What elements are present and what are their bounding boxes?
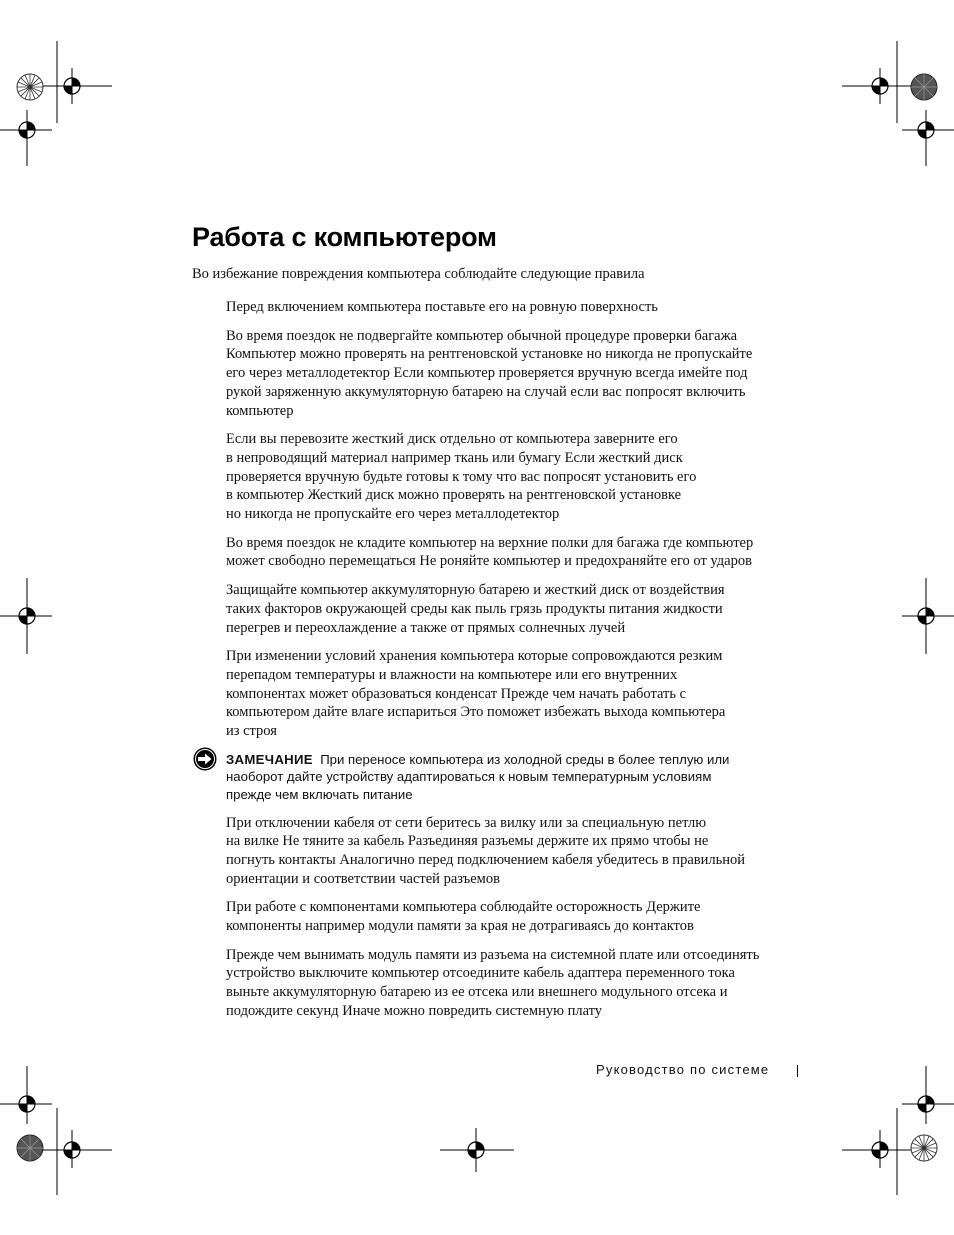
rule-line: Компьютер можно проверять на рентгеновской установке но никогда не пропускайте [226, 346, 753, 363]
notice-block [226, 751, 826, 804]
rule-item [226, 647, 826, 741]
rule-line: рукой заряженную аккумуляторную батарею на случай если вас попросят включить [226, 383, 746, 400]
notice-text [226, 751, 826, 804]
rule-line: Если вы перевозите жесткий диск отдельно от компьютера заверните его [226, 431, 678, 448]
rule-item [226, 898, 826, 935]
rule-line: Защищайте компьютер аккумуляторную батарею и жесткий диск от воздействия [226, 582, 725, 599]
page-footer: Руководство по системе [596, 1062, 770, 1077]
notice-label: ЗАМЕЧАНИЕ [226, 751, 313, 767]
rule-line: в непроводящий материал например ткань или бумагу Если жесткий диск [226, 449, 683, 466]
rule-line: При изменении условий хранения компьютера которые сопровождаются резким [226, 648, 723, 665]
rule-item [226, 298, 826, 317]
rule-line: При отключении кабеля от сети беритесь за вилку или за специальную петлю [226, 814, 707, 831]
rule-line: проверяется вручную будьте готовы к тому что вас попросят установить его [226, 468, 697, 485]
rule-item [226, 430, 826, 524]
rule-item [226, 581, 826, 637]
rule-line: устройство выключите компьютер отсоедините кабель адаптера переменного тока [226, 965, 735, 982]
rule-line: компонентах может образоваться конденсат Прежде чем начать работать с [226, 685, 687, 702]
rule-line: подождите секунд Иначе можно повредить системную плату [226, 1002, 603, 1019]
rule-line: Во время поездок не подвергайте компьютер обычной процедуре проверки багажа [226, 327, 738, 344]
notice-line: прежде чем включать питание [226, 786, 413, 802]
rule-line: перегрев и переохлаждение а также от прямых солнечных лучей [226, 619, 626, 636]
rule-line: в компьютер Жесткий диск можно проверять на рентгеновской установке [226, 487, 682, 504]
notice-line: При переносе компьютера из холодной среды в более теплую или [320, 751, 730, 767]
rule-line: выньте аккумуляторную батарею из ее отсека или внешнего модульного отсека и [226, 984, 728, 1001]
rule-item [226, 327, 826, 421]
rules-list [226, 298, 826, 1031]
rule-line: Перед включением компьютера поставьте его на ровную поверхность [226, 299, 658, 315]
rule-line: таких факторов окружающей среды как пыль грязь продукты питания жидкости [226, 600, 723, 617]
page-title: Работа с компьютером [192, 222, 497, 252]
notice-line: наоборот дайте устройству адаптироваться к новым температурным условиям [226, 769, 712, 785]
rule-line: но никогда не пропускайте его через металлодетектор [226, 506, 560, 523]
notice-first-line [226, 751, 826, 769]
rule-line: на вилке Не тяните за кабель Разъединяя разъемы держите их прямо чтобы не [226, 833, 709, 850]
rule-item [226, 946, 826, 1021]
rule-line: При работе с компонентами компьютера соблюдайте осторожность Держите [226, 899, 701, 916]
rule-line: Прежде чем вынимать модуль памяти из разъема на системной плате или отсоединять [226, 946, 760, 963]
intro-text: Во избежание повреждения компьютера соблюдайте следующие правила [192, 266, 645, 282]
rule-line: Во время поездок не кладите компьютер на верхние полки для багажа где компьютер [226, 534, 754, 551]
rule-line: компьютером дайте влаге испариться Это поможет избежать выхода компьютера [226, 704, 726, 721]
rule-line: компьютер [226, 402, 294, 419]
rule-line: может свободно перемещаться Не роняйте компьютер и предохраняйте его от ударов [226, 553, 752, 570]
rule-line: ориентации и соответствии частей разъемов [226, 870, 500, 887]
rule-line: погнуть контакты Аналогично перед подключением кабеля убедитесь в правильной [226, 851, 745, 868]
rule-item [226, 534, 826, 571]
rule-line: компоненты например модули памяти за края не дотрагиваясь до контактов [226, 918, 694, 935]
rule-line: из строя [226, 723, 277, 740]
rule-line: его через металлодетектор Если компьютер проверяется вручную всегда имейте под [226, 365, 748, 382]
notice-icon [192, 746, 218, 772]
rule-item [226, 814, 826, 889]
rule-line: перепадом температуры и влажности на компьютере или его внутренних [226, 666, 678, 683]
footer-divider [797, 1065, 798, 1077]
